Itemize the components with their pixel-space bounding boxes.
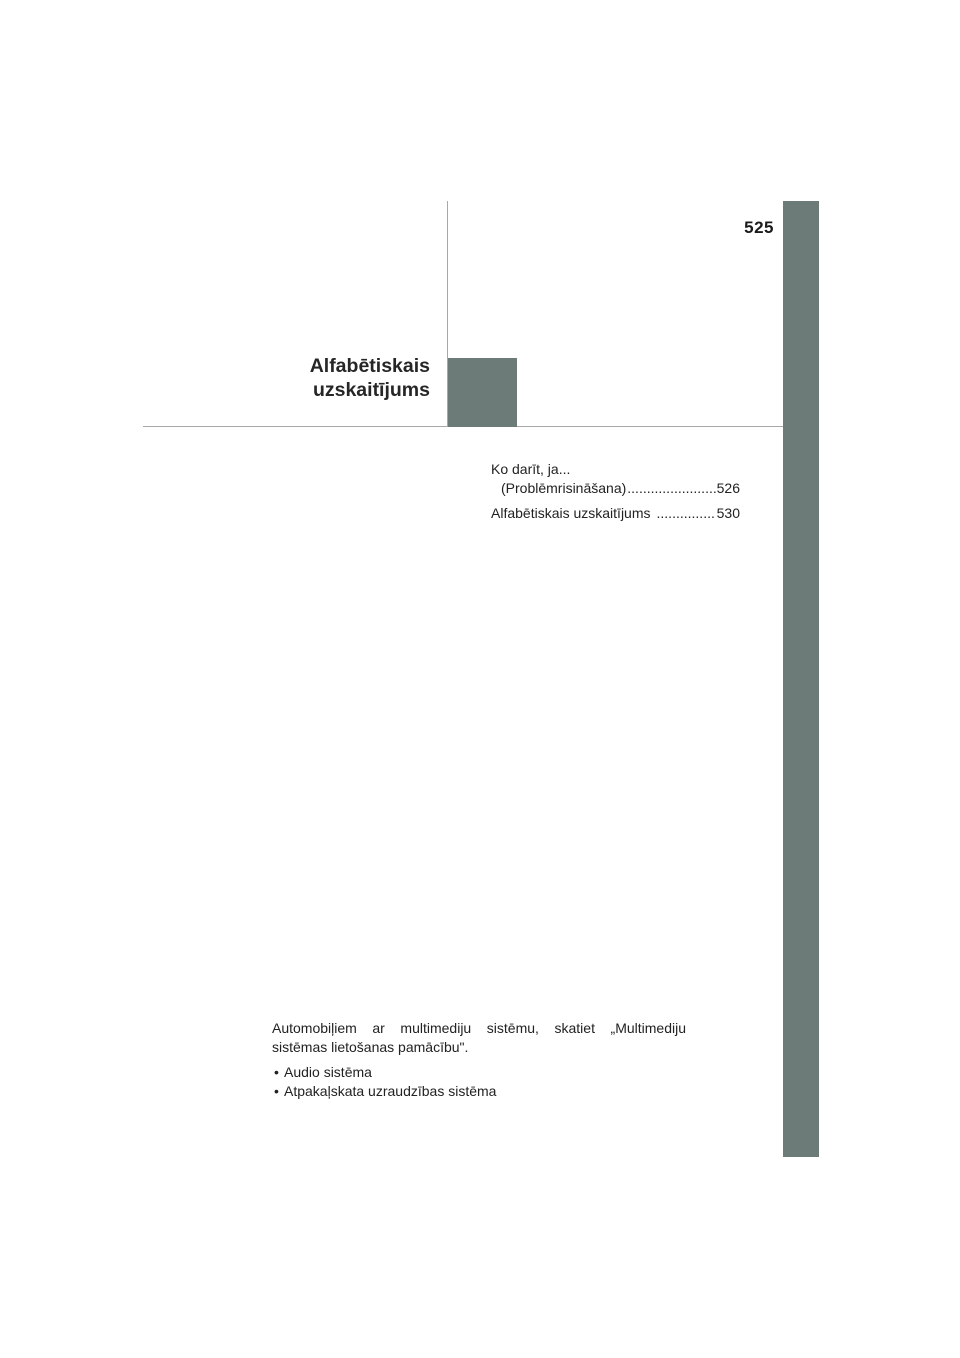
toc-entry-page: 526 <box>716 480 740 496</box>
note-list <box>272 1063 686 1101</box>
list-item <box>272 1063 686 1082</box>
toc-leader-dots <box>657 504 716 523</box>
list-item <box>272 1082 686 1101</box>
side-tab-bar <box>783 201 819 1157</box>
toc-leader-dots <box>627 479 715 498</box>
page-number: 525 <box>744 218 774 237</box>
toc-entry-line <box>491 479 740 498</box>
toc-entry-line <box>491 504 740 523</box>
bullet-icon: • <box>274 1064 279 1080</box>
note-text: Automobiļiem ar multimediju sistēmu, skatiet „Multimediju sistēmas lietošanas pamācību". <box>272 1020 686 1055</box>
section-marker-block <box>448 358 517 427</box>
toc-entry-troubleshooting[interactable] <box>491 460 740 498</box>
section-title <box>310 354 430 402</box>
section-title-line2: uzskaitījums <box>312 379 430 401</box>
toc-entry-title: Alfabētiskais uzskaitījums <box>491 505 651 521</box>
table-of-contents <box>491 460 740 529</box>
toc-entry-index[interactable] <box>491 504 740 523</box>
list-item-text: Audio sistēma <box>284 1064 372 1080</box>
toc-entry-line <box>491 460 740 479</box>
toc-entry-title: Ko darīt, ja... <box>491 461 571 477</box>
toc-entry-subtitle: (Problēmrisināšana) <box>501 480 627 496</box>
bullet-icon: • <box>274 1083 279 1099</box>
toc-entry-page: 530 <box>716 505 740 521</box>
multimedia-note <box>272 1019 686 1101</box>
section-title-line1: Alfabētiskais <box>309 355 430 377</box>
list-item-text: Atpakaļskata uzraudzības sistēma <box>284 1083 497 1099</box>
